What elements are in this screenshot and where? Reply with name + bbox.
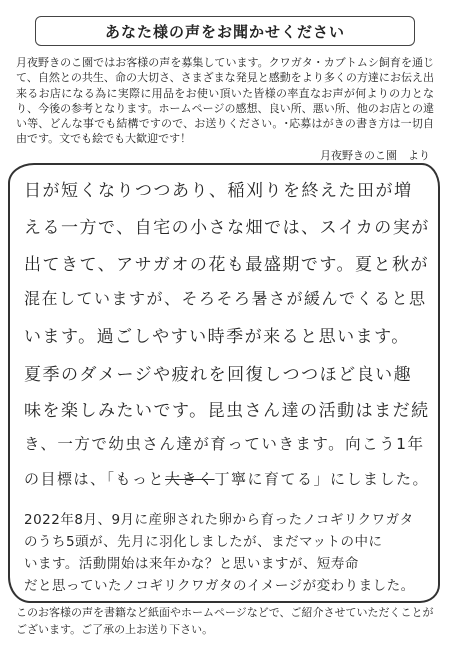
goal-prefix: の目標は、「もっと xyxy=(24,470,166,488)
letter-small-line: 2022年8月、9月に産卵された卵から育ったノコギリクワガタ xyxy=(24,512,414,528)
letter-small-line: います。活動開始は来年かな？と思いますが、短寿命 xyxy=(24,556,359,572)
letter-line: 混在していますが、そろそろ暑さが緩んでくると思 xyxy=(24,289,427,308)
footer-notice: このお客様の声を書籍など紙面やホームページなどで、ご紹介させていただくことがございます。ご了承の上お送り下さい。 xyxy=(16,606,434,636)
letter-line: き、一方で幼虫さん達が育っていきます。向こう1年 xyxy=(24,435,425,453)
letter-small-line: だと思っていたノコギリクワガタのイメージが変わりました。 xyxy=(24,578,415,594)
letter-line: 夏季のダメージや疲れを回復しつつほど良い趣 xyxy=(24,365,413,385)
intro-paragraph: 月夜野きのこ園ではお客様の声を募集しています。クワガタ・カブトムシ飼育を通じて、自然との共生、命の大切さ、さまざまな発見と感動をより多くの方達にお伝え出来るお店になる為に実際に用品をお使い頂いた皆様の率直なお声が何よりの力となり、今後の参考となります。ホームページの感想、良い所、悪い所、他のお店との違い等、どんな事でも結構ですので、お送りください。･応募はがきの書き方は一切自由です。文でも絵でも大歓迎です！ xyxy=(16,56,434,146)
letter-line: 味を楽しみたいです。昆虫さん達の活動はまだ続 xyxy=(24,401,430,421)
shop-signature: 月夜野きのこ園 より xyxy=(320,149,430,162)
letter-line: 日が短くなりつつあり、稲刈りを終えた田が増 xyxy=(24,181,413,201)
letter-line: える一方で、自宅の小さな畑では、スイカの実が xyxy=(24,218,430,238)
goal-suffix: 丁寧に育てる」にしました。 xyxy=(214,470,430,488)
letter-goal-line xyxy=(24,468,434,489)
letter-line: 出てきて、アサガオの花も最盛期です。夏と秋が xyxy=(24,255,429,275)
letter-line: います。過ごしやすい時季が来ると思います。 xyxy=(24,327,410,347)
struck-word: 大きく xyxy=(165,470,215,488)
page-title: あなた様の声をお聞かせください xyxy=(35,16,415,46)
letter-small-line: のうち5頭が、先月に羽化しましたが、まだマットの中に xyxy=(24,534,383,550)
